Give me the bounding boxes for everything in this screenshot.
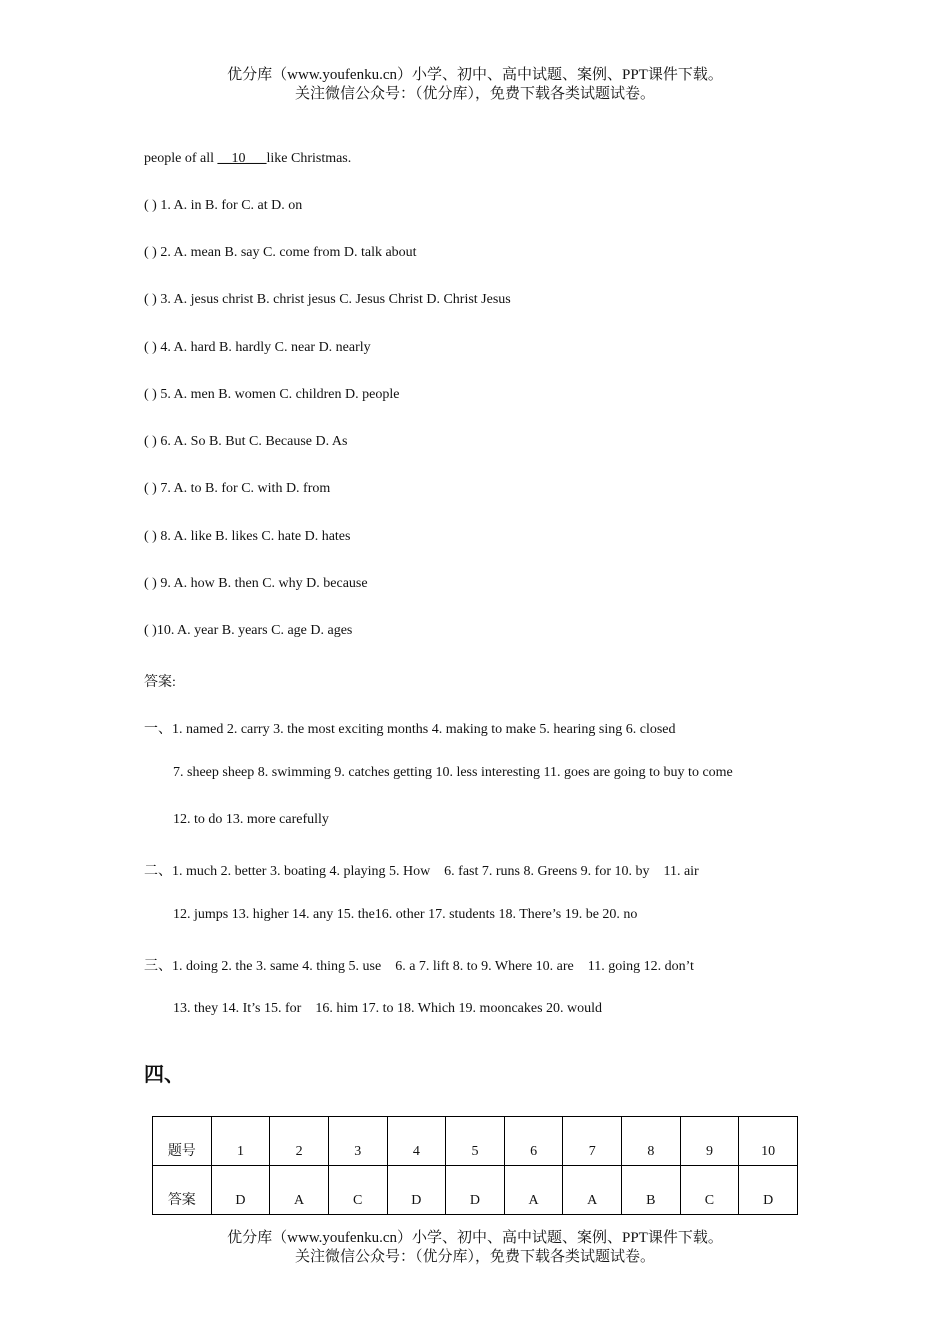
table-cell: 3	[328, 1117, 387, 1166]
answer-line-7: 13. they 14. It’s 15. for 16. him 17. to 18. Which 19. mooncakes 20. would	[173, 1001, 603, 1016]
blank-10: __10___	[217, 151, 267, 166]
table-cell: C	[328, 1166, 387, 1215]
footer-line-2: 关注微信公众号：（优分库），免费下载各类试题试卷。	[294, 1249, 655, 1265]
table-cell: 9	[680, 1117, 739, 1166]
answer-line-1: 一、1. named 2. carry 3. the most exciting months 4. making to make 5. hearing sing 6. closed	[144, 722, 676, 737]
question-4: ( ) 4. A. hard B. hardly C. near D. nearly	[144, 340, 371, 355]
header-line-1: 优分库（www.youfenku.cn）小学、初中、高中试题、案例、PPT课件下载。	[227, 67, 723, 83]
table-cell: C	[680, 1166, 739, 1215]
question-6: ( ) 6. A. So B. But C. Because D. As	[144, 434, 348, 449]
passage-end	[144, 151, 351, 167]
table-cell: 4	[387, 1117, 446, 1166]
table-cell: 5	[446, 1117, 505, 1166]
question-2: ( ) 2. A. mean B. say C. come from D. talk about	[144, 245, 417, 260]
answer-line-3: 12. to do 13. more carefully	[173, 812, 329, 827]
answer-line-6: 三、1. doing 2. the 3. same 4. thing 5. use 6. a 7. lift 8. to 9. Where 10. are 11. going 12. don’t	[144, 959, 694, 974]
answer-line-4: 二、1. much 2. better 3. boating 4. playing 5. How 6. fast 7. runs 8. Greens 9. for 10. by 11. air	[144, 864, 699, 879]
passage-text-before: people of all	[144, 151, 218, 166]
answer-line-2: 7. sheep sheep 8. swimming 9. catches getting 10. less interesting 11. goes are going to buy to come	[173, 765, 733, 780]
question-7: ( ) 7. A. to B. for C. with D. from	[144, 481, 331, 496]
answer-table	[152, 1116, 798, 1215]
table-cell: 10	[739, 1117, 798, 1166]
question-9: ( ) 9. A. how B. then C. why D. because	[144, 576, 368, 591]
table-row-numbers	[153, 1117, 798, 1166]
table-cell: D	[387, 1166, 446, 1215]
table-cell: D	[739, 1166, 798, 1215]
page-header	[0, 66, 950, 104]
section-4-title: 四、	[144, 1064, 184, 1086]
page-footer	[0, 1229, 950, 1267]
table-cell: B	[622, 1166, 681, 1215]
table-cell: A	[270, 1166, 329, 1215]
row-label-answer: 答案	[153, 1166, 212, 1215]
answers-title: 答案:	[144, 675, 176, 690]
question-10: ( )10. A. year B. years C. age D. ages	[144, 623, 353, 638]
question-5: ( ) 5. A. men B. women C. children D. people	[144, 387, 400, 402]
table-cell: A	[504, 1166, 563, 1215]
table-cell: 2	[270, 1117, 329, 1166]
passage-text-after: like Christmas.	[266, 151, 352, 166]
answer-line-5: 12. jumps 13. higher 14. any 15. the16. other 17. students 18. There’s 19. be 20. no	[173, 907, 638, 922]
question-1: ( ) 1. A. in B. for C. at D. on	[144, 198, 303, 213]
header-line-2: 关注微信公众号：（优分库），免费下载各类试题试卷。	[294, 86, 655, 102]
question-8: ( ) 8. A. like B. likes C. hate D. hates	[144, 529, 351, 544]
table-cell: 8	[622, 1117, 681, 1166]
table-cell: A	[563, 1166, 622, 1215]
question-3: ( ) 3. A. jesus christ B. christ jesus C. Jesus Christ D. Christ Jesus	[144, 292, 511, 307]
row-label-number: 题号	[153, 1117, 212, 1166]
table-cell: D	[211, 1166, 270, 1215]
table-cell: D	[446, 1166, 505, 1215]
table-cell: 6	[504, 1117, 563, 1166]
footer-line-1: 优分库（www.youfenku.cn）小学、初中、高中试题、案例、PPT课件下载。	[227, 1230, 723, 1246]
table-row-answers	[153, 1166, 798, 1215]
table-cell: 7	[563, 1117, 622, 1166]
table-cell: 1	[211, 1117, 270, 1166]
